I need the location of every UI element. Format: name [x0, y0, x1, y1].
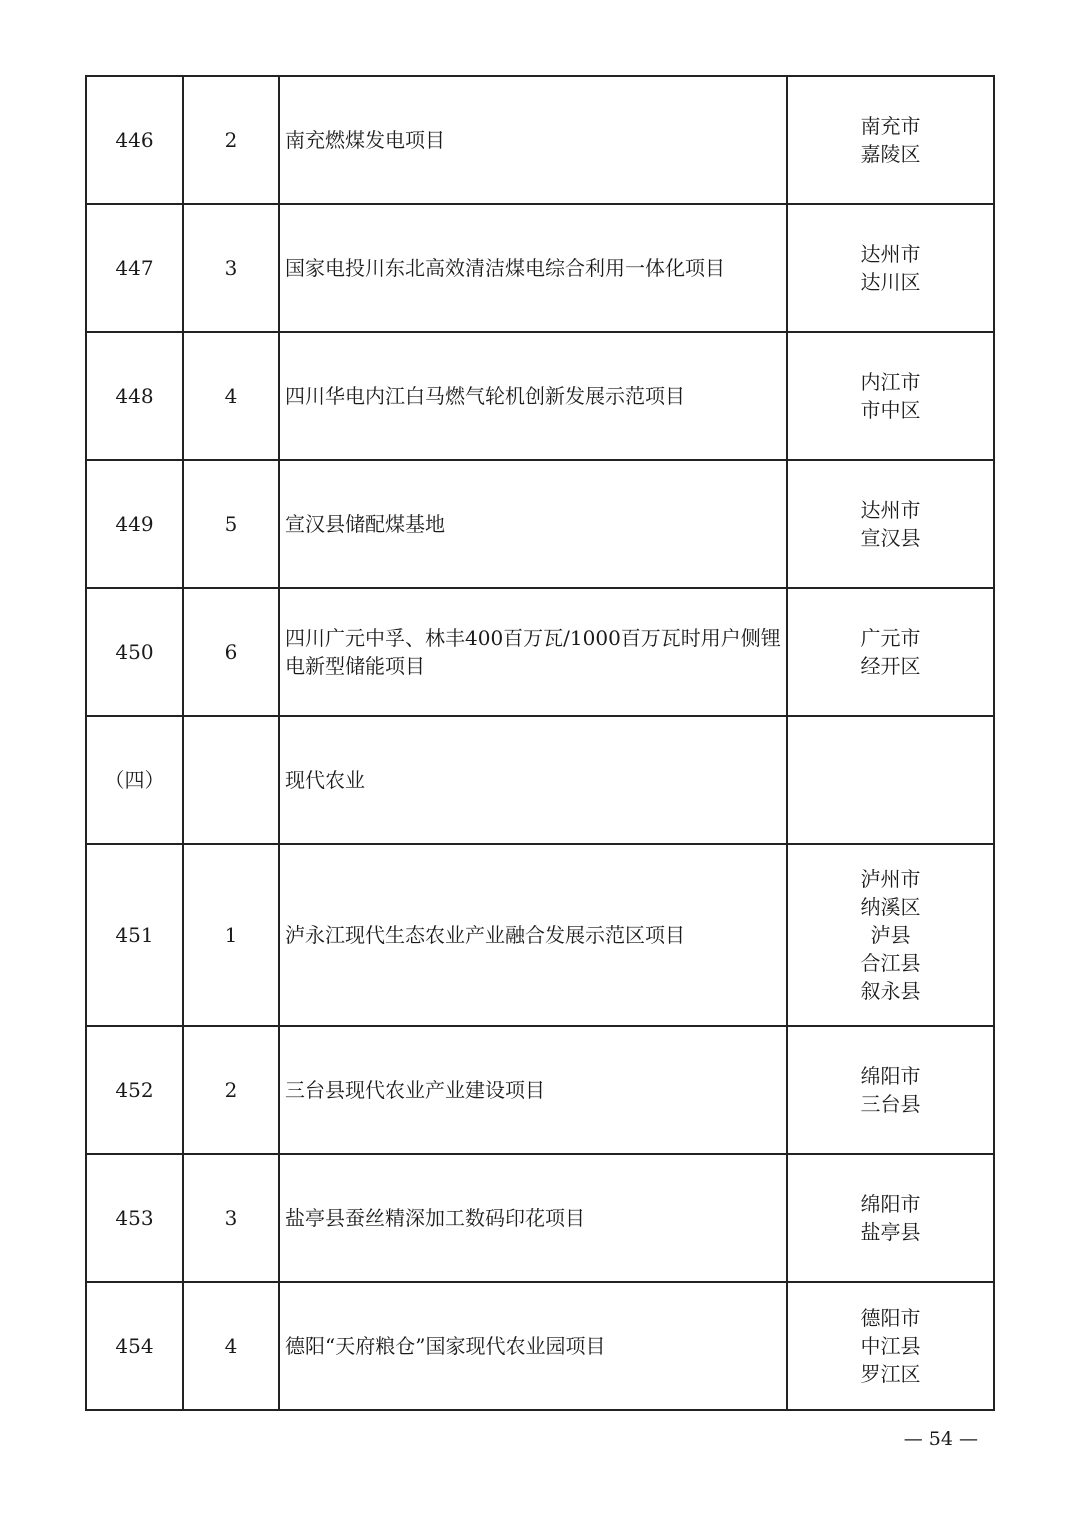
- row-serial-number: 447: [86, 204, 183, 332]
- row-serial-number: 454: [86, 1282, 183, 1410]
- project-location: [787, 1282, 994, 1410]
- row-serial-number: 451: [86, 844, 183, 1026]
- table-row: [86, 588, 994, 716]
- project-location: [787, 76, 994, 204]
- project-name: 四川华电内江白马燃气轮机创新发展示范项目: [279, 332, 787, 460]
- location-line: 达州市: [860, 242, 921, 266]
- project-name: 四川广元中孚、林丰400百万瓦/1000百万瓦时用户侧锂电新型储能项目: [279, 588, 787, 716]
- location-line: 达川区: [860, 270, 921, 294]
- table-row: [86, 204, 994, 332]
- location-line: 中江县: [860, 1334, 921, 1358]
- location-line: 德阳市: [860, 1306, 921, 1330]
- location-line: 罗江区: [860, 1362, 921, 1386]
- location-line: 泸县: [870, 923, 911, 947]
- section-header-row: [86, 716, 994, 844]
- row-sub-number: 3: [183, 1154, 279, 1282]
- row-sub-number: 1: [183, 844, 279, 1026]
- project-name: 德阳“天府粮仓”国家现代农业园项目: [279, 1282, 787, 1410]
- location-line: 合江县: [860, 951, 921, 975]
- section-title: 现代农业: [279, 716, 787, 844]
- table-row: [86, 1026, 994, 1154]
- row-sub-number: 2: [183, 76, 279, 204]
- location-line: 绵阳市: [860, 1192, 921, 1216]
- row-sub-number: 6: [183, 588, 279, 716]
- table-row: [86, 1282, 994, 1410]
- location-line: 达州市: [860, 498, 921, 522]
- project-location: [787, 844, 994, 1026]
- row-serial-number: 453: [86, 1154, 183, 1282]
- project-location: [787, 588, 994, 716]
- table-row: [86, 844, 994, 1026]
- page-number: — 54 —: [903, 1428, 978, 1450]
- location-line: 宣汉县: [860, 526, 921, 550]
- project-location: [787, 1154, 994, 1282]
- project-location: [787, 460, 994, 588]
- row-serial-number: 452: [86, 1026, 183, 1154]
- project-name: 宣汉县储配煤基地: [279, 460, 787, 588]
- location-line: 三台县: [860, 1092, 921, 1116]
- row-sub-number: 4: [183, 1282, 279, 1410]
- location-line: 市中区: [860, 398, 921, 422]
- table-row: [86, 1154, 994, 1282]
- project-location: [787, 204, 994, 332]
- location-line: 绵阳市: [860, 1064, 921, 1088]
- table-row: [86, 76, 994, 204]
- location-line: 盐亭县: [860, 1220, 921, 1244]
- project-name: 三台县现代农业产业建设项目: [279, 1026, 787, 1154]
- project-table: [85, 75, 995, 1411]
- project-location: [787, 716, 994, 844]
- project-name: 盐亭县蚕丝精深加工数码印花项目: [279, 1154, 787, 1282]
- row-serial-number: 446: [86, 76, 183, 204]
- project-name: 泸永江现代生态农业产业融合发展示范区项目: [279, 844, 787, 1026]
- row-sub-number: 3: [183, 204, 279, 332]
- table-row: [86, 332, 994, 460]
- project-location: [787, 1026, 994, 1154]
- row-sub-number: 4: [183, 332, 279, 460]
- location-line: 经开区: [860, 654, 921, 678]
- section-number: （四）: [86, 716, 183, 844]
- project-name: 南充燃煤发电项目: [279, 76, 787, 204]
- row-serial-number: 449: [86, 460, 183, 588]
- row-sub-number: 2: [183, 1026, 279, 1154]
- project-name: 国家电投川东北高效清洁煤电综合利用一体化项目: [279, 204, 787, 332]
- row-serial-number: 448: [86, 332, 183, 460]
- table-row: [86, 460, 994, 588]
- project-location: [787, 332, 994, 460]
- location-line: 纳溪区: [860, 895, 921, 919]
- location-line: 内江市: [860, 370, 921, 394]
- row-sub-number: [183, 716, 279, 844]
- location-line: 泸州市: [860, 867, 921, 891]
- location-line: 叙永县: [860, 979, 921, 1003]
- location-line: 南充市: [860, 114, 921, 138]
- row-sub-number: 5: [183, 460, 279, 588]
- location-line: 广元市: [860, 626, 921, 650]
- row-serial-number: 450: [86, 588, 183, 716]
- location-line: 嘉陵区: [860, 142, 921, 166]
